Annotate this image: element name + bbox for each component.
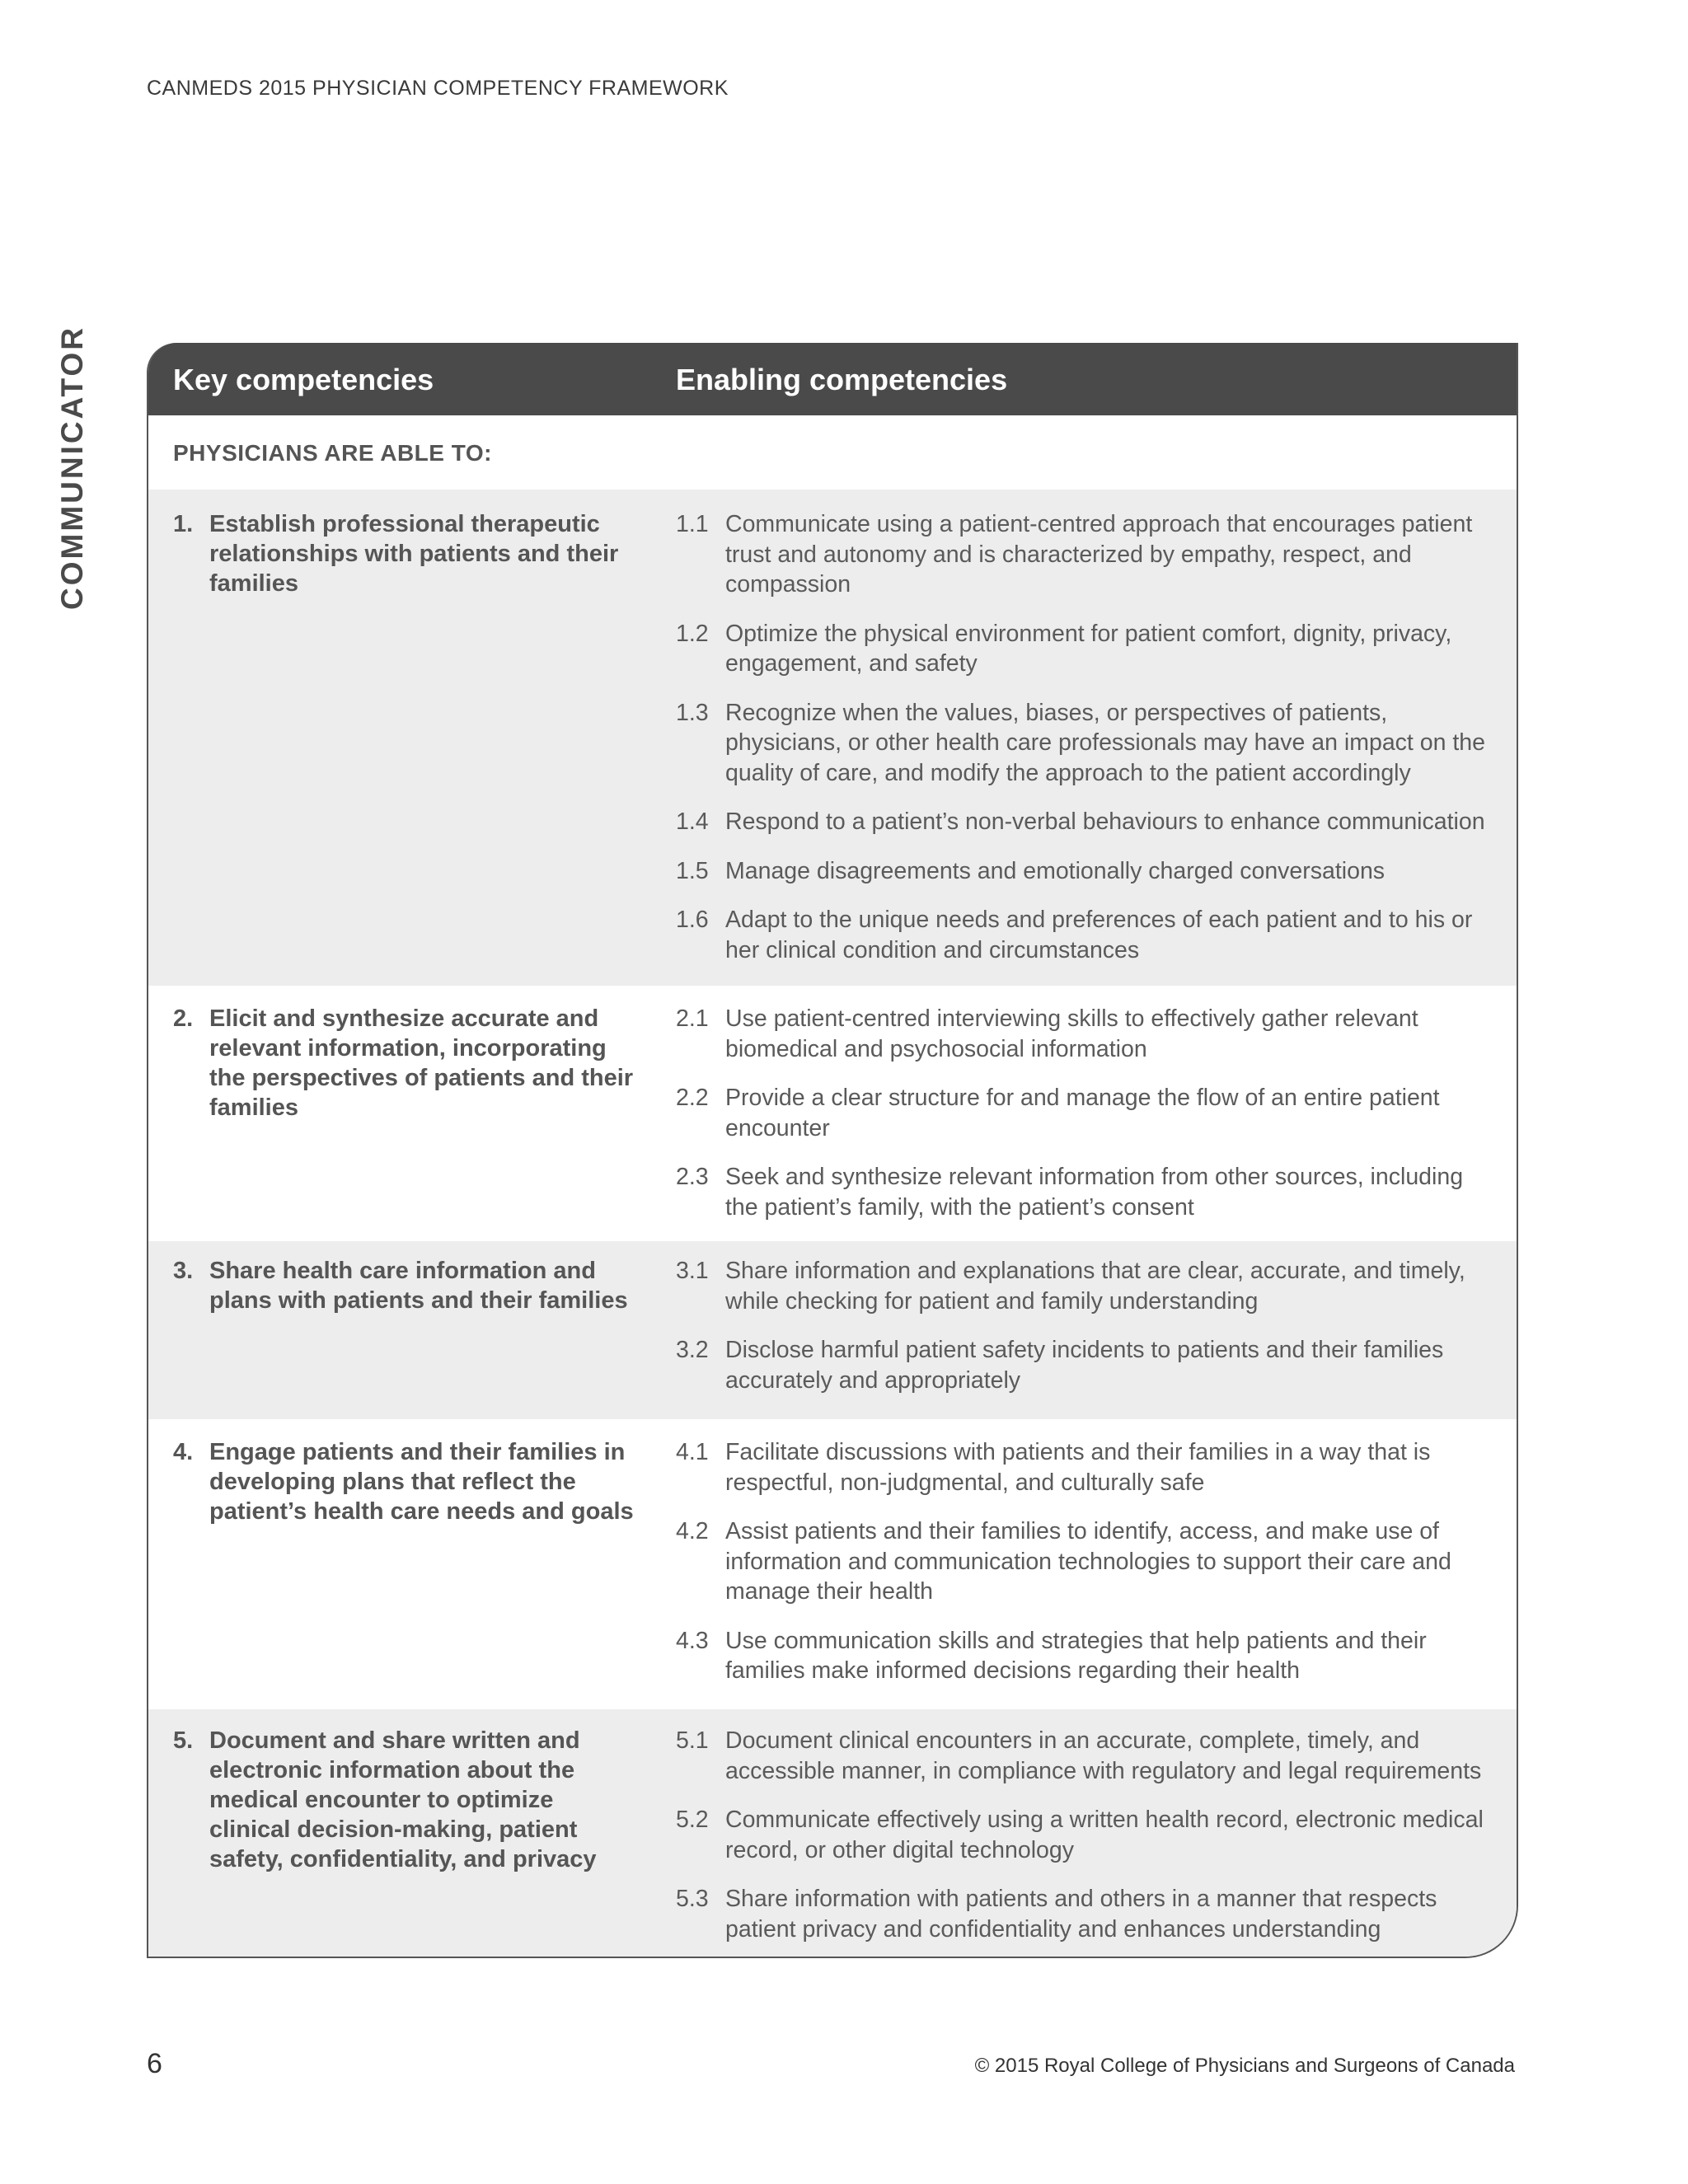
key-competency (173, 509, 635, 598)
enabling-text: Provide a clear structure for and manage the flow of an entire patient encounter (725, 1085, 1440, 1141)
page-number: 6 (147, 2048, 162, 2079)
intro-row (148, 415, 1517, 490)
table-row (148, 1709, 1517, 1957)
table-header (148, 343, 1517, 415)
enabling-number: 5.2 (676, 1807, 709, 1833)
key-competency-number: 3. (173, 1258, 194, 1284)
key-competency (173, 1004, 635, 1122)
enabling-item (676, 1884, 1500, 1944)
enabling-number: 4.2 (676, 1518, 709, 1544)
enabling-number: 1.3 (676, 699, 709, 726)
table-row (148, 1419, 1517, 1709)
table-row (148, 986, 1517, 1241)
enabling-item (676, 1335, 1500, 1395)
enabling-competencies-heading: Enabling competencies (676, 363, 1008, 396)
enabling-number: 1.1 (676, 511, 709, 537)
key-competencies-heading: Key competencies (173, 363, 434, 396)
enabling-item (676, 905, 1500, 965)
enabling-text: Use patient-centred interviewing skills to effectively gather relevant biomedical and psychosocial information (725, 1005, 1418, 1062)
table-row (148, 490, 1517, 986)
copyright-notice: © 2015 Royal College of Physicians and Surgeons of Canada (974, 2055, 1515, 2077)
enabling-number: 5.3 (676, 1886, 709, 1912)
enabling-text: Communicate effectively using a written health record, electronic medical record, or other digital technology (725, 1807, 1484, 1863)
key-competency (173, 1437, 635, 1526)
enabling-item (676, 1083, 1500, 1143)
enabling-text: Adapt to the unique needs and preferences of each patient and to his or her clinical condition and circumstances (725, 907, 1473, 963)
enabling-number: 3.2 (676, 1337, 709, 1363)
enabling-item (676, 1162, 1500, 1222)
enabling-text: Seek and synthesize relevant information from other sources, including the patient’s family, with the patient’s consent (725, 1164, 1464, 1221)
enabling-item (676, 1437, 1500, 1497)
enabling-item (676, 1805, 1500, 1865)
key-competency (173, 1726, 635, 1874)
enabling-item (676, 1516, 1500, 1607)
enabling-text: Share information with patients and others in a manner that respects patient privacy and confidentiality and enhances understanding (725, 1886, 1437, 1943)
enabling-number: 2.3 (676, 1164, 709, 1190)
enabling-text: Respond to a patient’s non-verbal behaviours to enhance communication (725, 808, 1485, 835)
key-competency-text: Establish professional therapeutic relationships with patients and their families (209, 511, 619, 597)
enabling-text: Share information and explanations that are clear, accurate, and timely, while checking for patient and family understanding (725, 1258, 1465, 1315)
enabling-number: 1.4 (676, 808, 709, 835)
running-head: CANMEDS 2015 PHYSICIAN COMPETENCY FRAMEWORK (147, 77, 729, 100)
key-competency-text: Engage patients and their families in developing plans that reflect the patient’s health care needs and goals (209, 1439, 634, 1525)
key-competency-number: 5. (173, 1727, 194, 1754)
competency-table (147, 343, 1518, 1958)
enabling-item (676, 1004, 1500, 1064)
section-side-label: COMMUNICATOR (55, 326, 89, 610)
enabling-text: Optimize the physical environment for patient comfort, dignity, privacy, engagement, and safety (725, 620, 1452, 677)
enabling-number: 1.2 (676, 620, 709, 647)
enabling-number: 1.6 (676, 907, 709, 933)
enabling-item (676, 1256, 1500, 1316)
intro-label: PHYSICIANS ARE ABLE TO: (173, 440, 492, 466)
enabling-list (676, 1437, 1500, 1705)
key-competency (173, 1256, 635, 1315)
enabling-list (676, 1004, 1500, 1241)
key-competency-text: Elicit and synthesize accurate and relevant information, incorporating the perspectives of patients and their families (209, 1005, 634, 1121)
enabling-number: 4.3 (676, 1627, 709, 1654)
enabling-text: Document clinical encounters in an accurate, complete, timely, and accessible manner, in compliance with regulatory and legal requirements (725, 1727, 1482, 1784)
enabling-list (676, 509, 1500, 984)
enabling-item (676, 1626, 1500, 1686)
enabling-text: Facilitate discussions with patients and their families in a way that is respectful, non-judgmental, and culturally safe (725, 1439, 1431, 1496)
enabling-number: 1.5 (676, 857, 709, 884)
enabling-number: 2.1 (676, 1005, 709, 1032)
enabling-text: Manage disagreements and emotionally charged conversations (725, 857, 1386, 884)
enabling-number: 4.1 (676, 1439, 709, 1465)
enabling-text: Use communication skills and strategies that help patients and their families make informed decisions regarding their health (725, 1627, 1427, 1684)
enabling-text: Assist patients and their families to identify, access, and make use of information and communication technologies to support their care and manage their health (725, 1518, 1451, 1605)
enabling-list (676, 1256, 1500, 1414)
key-competency-number: 4. (173, 1439, 194, 1465)
key-competency-text: Share health care information and plans with patients and their families (209, 1258, 628, 1314)
enabling-item (676, 509, 1500, 600)
key-competency-text: Document and share written and electronic information about the medical encounter to optimize clinical decision-making, patient safety, confidentiality, and privacy (209, 1727, 597, 1872)
enabling-number: 3.1 (676, 1258, 709, 1284)
enabling-item (676, 1726, 1500, 1786)
enabling-number: 5.1 (676, 1727, 709, 1754)
enabling-text: Recognize when the values, biases, or perspectives of patients, physicians, or other health care professionals may have an impact on the quality of care, and modify the approach to the patient accordingly (725, 699, 1486, 786)
table-row (148, 1241, 1517, 1419)
enabling-text: Communicate using a patient-centred approach that encourages patient trust and autonomy and is characterized by empathy, respect, and compassion (725, 511, 1473, 598)
key-competency-number: 1. (173, 511, 194, 537)
enabling-list (676, 1726, 1500, 1958)
enabling-item (676, 807, 1500, 837)
key-competency-number: 2. (173, 1005, 194, 1032)
enabling-number: 2.2 (676, 1085, 709, 1111)
enabling-text: Disclose harmful patient safety incidents to patients and their families accurately and appropriately (725, 1337, 1444, 1394)
enabling-item (676, 856, 1500, 887)
enabling-item (676, 619, 1500, 679)
enabling-item (676, 698, 1500, 789)
